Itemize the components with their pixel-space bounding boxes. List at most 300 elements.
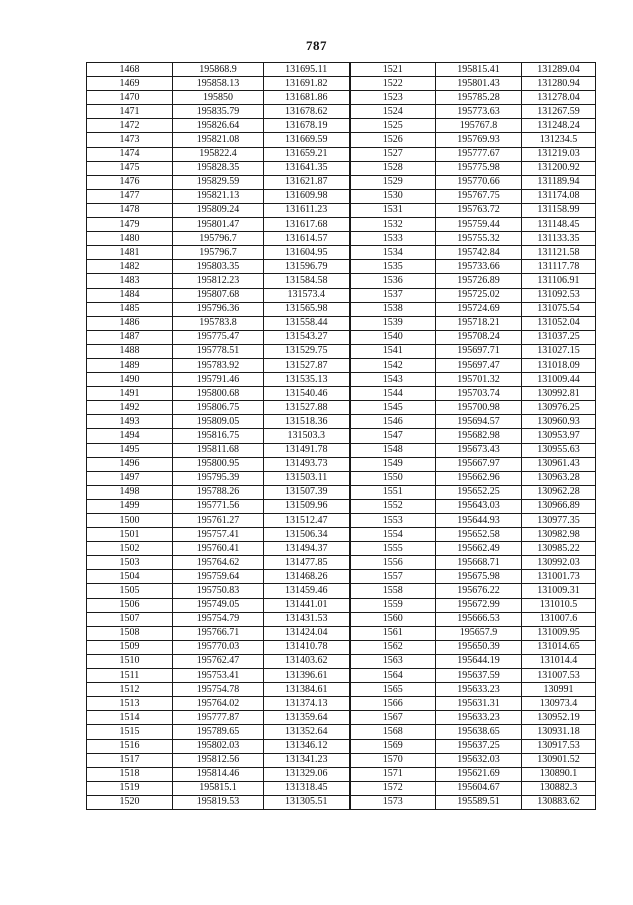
x-coordinate-left: 195760.41 <box>173 542 264 556</box>
x-coordinate-right: 195662.49 <box>436 542 522 556</box>
point-number-right: 1533 <box>350 232 436 246</box>
x-coordinate-left: 195764.02 <box>173 697 264 711</box>
x-coordinate-left: 195807.68 <box>173 288 264 302</box>
x-coordinate-left: 195753.41 <box>173 669 264 683</box>
point-number-right: 1554 <box>350 528 436 542</box>
point-number-left: 1519 <box>87 781 173 795</box>
y-coordinate-right: 131189.94 <box>522 175 596 189</box>
y-coordinate-right: 131014.4 <box>522 654 596 668</box>
point-number-left: 1502 <box>87 542 173 556</box>
table-row <box>87 753 596 767</box>
point-number-left: 1480 <box>87 232 173 246</box>
table-row <box>87 373 596 387</box>
point-number-left: 1500 <box>87 514 173 528</box>
point-number-left: 1517 <box>87 753 173 767</box>
x-coordinate-right: 195701.32 <box>436 373 522 387</box>
point-number-left: 1481 <box>87 246 173 260</box>
point-number-left: 1474 <box>87 147 173 161</box>
table-row <box>87 514 596 528</box>
point-number-right: 1557 <box>350 570 436 584</box>
x-coordinate-left: 195826.64 <box>173 119 264 133</box>
y-coordinate-right: 130992.03 <box>522 556 596 570</box>
page-number: 787 <box>306 38 327 53</box>
x-coordinate-left: 195822.4 <box>173 147 264 161</box>
coordinates-table <box>86 62 596 810</box>
y-coordinate-right: 131052.04 <box>522 316 596 330</box>
point-number-right: 1530 <box>350 189 436 203</box>
x-coordinate-right: 195657.9 <box>436 626 522 640</box>
y-coordinate-left: 131529.75 <box>264 344 350 358</box>
x-coordinate-left: 195819.53 <box>173 795 264 809</box>
x-coordinate-left: 195800.68 <box>173 387 264 401</box>
x-coordinate-right: 195652.25 <box>436 485 522 499</box>
y-coordinate-right: 131117.78 <box>522 260 596 274</box>
y-coordinate-left: 131681.86 <box>264 91 350 105</box>
point-number-left: 1510 <box>87 654 173 668</box>
x-coordinate-left: 195777.87 <box>173 711 264 725</box>
point-number-right: 1548 <box>350 443 436 457</box>
table-row <box>87 161 596 175</box>
x-coordinate-left: 195821.13 <box>173 189 264 203</box>
y-coordinate-right: 131133.35 <box>522 232 596 246</box>
table-row <box>87 654 596 668</box>
point-number-left: 1477 <box>87 189 173 203</box>
y-coordinate-right: 131200.92 <box>522 161 596 175</box>
table-row <box>87 528 596 542</box>
table-row <box>87 175 596 189</box>
x-coordinate-left: 195754.78 <box>173 683 264 697</box>
point-number-left: 1511 <box>87 669 173 683</box>
y-coordinate-right: 131010.5 <box>522 598 596 612</box>
point-number-left: 1491 <box>87 387 173 401</box>
y-coordinate-right: 131248.24 <box>522 119 596 133</box>
x-coordinate-right: 195742.84 <box>436 246 522 260</box>
x-coordinate-right: 195662.96 <box>436 471 522 485</box>
y-coordinate-right: 130982.98 <box>522 528 596 542</box>
table-row <box>87 203 596 217</box>
table-row <box>87 697 596 711</box>
x-coordinate-right: 195718.21 <box>436 316 522 330</box>
table-row <box>87 232 596 246</box>
x-coordinate-right: 195666.53 <box>436 612 522 626</box>
y-coordinate-right: 131001.73 <box>522 570 596 584</box>
x-coordinate-right: 195801.43 <box>436 77 522 91</box>
y-coordinate-right: 131158.99 <box>522 203 596 217</box>
table-row <box>87 415 596 429</box>
y-coordinate-right: 131014.65 <box>522 640 596 654</box>
y-coordinate-right: 130960.93 <box>522 415 596 429</box>
y-coordinate-left: 131527.88 <box>264 401 350 415</box>
y-coordinate-right: 131018.09 <box>522 358 596 372</box>
table-row <box>87 119 596 133</box>
point-number-right: 1535 <box>350 260 436 274</box>
y-coordinate-left: 131384.61 <box>264 683 350 697</box>
y-coordinate-left: 131374.13 <box>264 697 350 711</box>
y-coordinate-left: 131493.73 <box>264 457 350 471</box>
x-coordinate-left: 195770.03 <box>173 640 264 654</box>
point-number-left: 1512 <box>87 683 173 697</box>
y-coordinate-right: 131092.53 <box>522 288 596 302</box>
y-coordinate-left: 131621.87 <box>264 175 350 189</box>
y-coordinate-right: 131219.03 <box>522 147 596 161</box>
x-coordinate-right: 195589.51 <box>436 795 522 809</box>
x-coordinate-right: 195697.47 <box>436 358 522 372</box>
table-row <box>87 725 596 739</box>
x-coordinate-right: 195621.69 <box>436 767 522 781</box>
point-number-right: 1558 <box>350 584 436 598</box>
x-coordinate-left: 195812.56 <box>173 753 264 767</box>
point-number-left: 1469 <box>87 77 173 91</box>
point-number-right: 1539 <box>350 316 436 330</box>
x-coordinate-left: 195757.41 <box>173 528 264 542</box>
table-row <box>87 133 596 147</box>
x-coordinate-left: 195796.7 <box>173 232 264 246</box>
y-coordinate-right: 131174.08 <box>522 189 596 203</box>
y-coordinate-left: 131477.85 <box>264 556 350 570</box>
y-coordinate-right: 131037.25 <box>522 330 596 344</box>
y-coordinate-right: 130963.28 <box>522 471 596 485</box>
point-number-right: 1545 <box>350 401 436 415</box>
point-number-left: 1483 <box>87 274 173 288</box>
point-number-left: 1478 <box>87 203 173 217</box>
point-number-right: 1555 <box>350 542 436 556</box>
table-row <box>87 443 596 457</box>
y-coordinate-left: 131609.98 <box>264 189 350 203</box>
y-coordinate-right: 130973.4 <box>522 697 596 711</box>
point-number-right: 1556 <box>350 556 436 570</box>
point-number-left: 1485 <box>87 302 173 316</box>
y-coordinate-right: 131267.59 <box>522 105 596 119</box>
x-coordinate-right: 195638.65 <box>436 725 522 739</box>
y-coordinate-left: 131491.78 <box>264 443 350 457</box>
table-row <box>87 598 596 612</box>
point-number-right: 1523 <box>350 91 436 105</box>
y-coordinate-left: 131558.44 <box>264 316 350 330</box>
x-coordinate-right: 195633.23 <box>436 683 522 697</box>
x-coordinate-left: 195796.36 <box>173 302 264 316</box>
x-coordinate-right: 195775.98 <box>436 161 522 175</box>
y-coordinate-left: 131431.53 <box>264 612 350 626</box>
table-row <box>87 781 596 795</box>
x-coordinate-right: 195637.25 <box>436 739 522 753</box>
y-coordinate-right: 131289.04 <box>522 63 596 77</box>
x-coordinate-right: 195773.63 <box>436 105 522 119</box>
x-coordinate-right: 195777.67 <box>436 147 522 161</box>
coordinates-table-body <box>87 63 596 810</box>
y-coordinate-right: 131106.91 <box>522 274 596 288</box>
point-number-left: 1489 <box>87 358 173 372</box>
table-row <box>87 570 596 584</box>
point-number-left: 1515 <box>87 725 173 739</box>
x-coordinate-left: 195835.79 <box>173 105 264 119</box>
x-coordinate-right: 195708.24 <box>436 330 522 344</box>
x-coordinate-right: 195668.71 <box>436 556 522 570</box>
point-number-right: 1526 <box>350 133 436 147</box>
point-number-right: 1527 <box>350 147 436 161</box>
y-coordinate-right: 130931.18 <box>522 725 596 739</box>
x-coordinate-right: 195672.99 <box>436 598 522 612</box>
y-coordinate-left: 131617.68 <box>264 218 350 232</box>
x-coordinate-right: 195767.8 <box>436 119 522 133</box>
x-coordinate-left: 195764.62 <box>173 556 264 570</box>
y-coordinate-right: 130882.3 <box>522 781 596 795</box>
x-coordinate-right: 195703.74 <box>436 387 522 401</box>
point-number-left: 1496 <box>87 457 173 471</box>
y-coordinate-left: 131341.23 <box>264 753 350 767</box>
x-coordinate-left: 195821.08 <box>173 133 264 147</box>
x-coordinate-right: 195725.02 <box>436 288 522 302</box>
y-coordinate-left: 131507.39 <box>264 485 350 499</box>
x-coordinate-right: 195667.97 <box>436 457 522 471</box>
x-coordinate-left: 195759.64 <box>173 570 264 584</box>
x-coordinate-right: 195604.67 <box>436 781 522 795</box>
x-coordinate-left: 195815.1 <box>173 781 264 795</box>
point-number-right: 1564 <box>350 669 436 683</box>
point-number-left: 1504 <box>87 570 173 584</box>
point-number-left: 1508 <box>87 626 173 640</box>
x-coordinate-left: 195754.79 <box>173 612 264 626</box>
x-coordinate-left: 195783.92 <box>173 358 264 372</box>
table-row <box>87 485 596 499</box>
point-number-right: 1528 <box>350 161 436 175</box>
point-number-left: 1487 <box>87 330 173 344</box>
point-number-right: 1563 <box>350 654 436 668</box>
y-coordinate-right: 131007.6 <box>522 612 596 626</box>
point-number-right: 1536 <box>350 274 436 288</box>
y-coordinate-left: 131659.21 <box>264 147 350 161</box>
y-coordinate-left: 131459.46 <box>264 584 350 598</box>
y-coordinate-left: 131678.19 <box>264 119 350 133</box>
table-row <box>87 77 596 91</box>
point-number-right: 1546 <box>350 415 436 429</box>
y-coordinate-left: 131604.95 <box>264 246 350 260</box>
x-coordinate-left: 195806.75 <box>173 401 264 415</box>
y-coordinate-left: 131596.79 <box>264 260 350 274</box>
point-number-right: 1521 <box>350 63 436 77</box>
x-coordinate-right: 195724.69 <box>436 302 522 316</box>
point-number-left: 1497 <box>87 471 173 485</box>
point-number-right: 1566 <box>350 697 436 711</box>
y-coordinate-right: 130991 <box>522 683 596 697</box>
point-number-left: 1471 <box>87 105 173 119</box>
table-row <box>87 683 596 697</box>
y-coordinate-left: 131503.3 <box>264 429 350 443</box>
x-coordinate-left: 195789.65 <box>173 725 264 739</box>
point-number-left: 1472 <box>87 119 173 133</box>
table-row <box>87 612 596 626</box>
y-coordinate-left: 131540.46 <box>264 387 350 401</box>
point-number-left: 1473 <box>87 133 173 147</box>
y-coordinate-left: 131695.11 <box>264 63 350 77</box>
y-coordinate-left: 131565.98 <box>264 302 350 316</box>
y-coordinate-left: 131669.59 <box>264 133 350 147</box>
x-coordinate-left: 195816.75 <box>173 429 264 443</box>
point-number-left: 1507 <box>87 612 173 626</box>
y-coordinate-right: 130952.19 <box>522 711 596 725</box>
x-coordinate-left: 195783.8 <box>173 316 264 330</box>
table-row <box>87 542 596 556</box>
table-row <box>87 288 596 302</box>
y-coordinate-right: 130977.35 <box>522 514 596 528</box>
y-coordinate-right: 130962.28 <box>522 485 596 499</box>
table-row <box>87 767 596 781</box>
y-coordinate-left: 131614.57 <box>264 232 350 246</box>
point-number-right: 1543 <box>350 373 436 387</box>
y-coordinate-left: 131584.58 <box>264 274 350 288</box>
point-number-right: 1532 <box>350 218 436 232</box>
y-coordinate-right: 131009.31 <box>522 584 596 598</box>
y-coordinate-right: 130901.52 <box>522 753 596 767</box>
point-number-left: 1475 <box>87 161 173 175</box>
point-number-left: 1484 <box>87 288 173 302</box>
x-coordinate-right: 195682.98 <box>436 429 522 443</box>
x-coordinate-right: 195633.23 <box>436 711 522 725</box>
y-coordinate-left: 131509.96 <box>264 499 350 513</box>
y-coordinate-left: 131329.06 <box>264 767 350 781</box>
y-coordinate-left: 131678.62 <box>264 105 350 119</box>
x-coordinate-right: 195697.71 <box>436 344 522 358</box>
y-coordinate-left: 131543.27 <box>264 330 350 344</box>
table-row <box>87 556 596 570</box>
x-coordinate-right: 195675.98 <box>436 570 522 584</box>
x-coordinate-left: 195750.83 <box>173 584 264 598</box>
y-coordinate-left: 131641.35 <box>264 161 350 175</box>
x-coordinate-right: 195643.03 <box>436 499 522 513</box>
y-coordinate-right: 131148.45 <box>522 218 596 232</box>
point-number-left: 1516 <box>87 739 173 753</box>
point-number-left: 1486 <box>87 316 173 330</box>
x-coordinate-left: 195766.71 <box>173 626 264 640</box>
y-coordinate-right: 131121.58 <box>522 246 596 260</box>
point-number-left: 1509 <box>87 640 173 654</box>
point-number-right: 1551 <box>350 485 436 499</box>
y-coordinate-right: 130955.63 <box>522 443 596 457</box>
y-coordinate-left: 131318.45 <box>264 781 350 795</box>
point-number-left: 1518 <box>87 767 173 781</box>
point-number-left: 1520 <box>87 795 173 809</box>
y-coordinate-left: 131527.87 <box>264 358 350 372</box>
y-coordinate-left: 131468.26 <box>264 570 350 584</box>
point-number-right: 1522 <box>350 77 436 91</box>
x-coordinate-left: 195801.47 <box>173 218 264 232</box>
x-coordinate-right: 195650.39 <box>436 640 522 654</box>
x-coordinate-right: 195770.66 <box>436 175 522 189</box>
point-number-right: 1567 <box>350 711 436 725</box>
x-coordinate-left: 195800.95 <box>173 457 264 471</box>
x-coordinate-left: 195828.35 <box>173 161 264 175</box>
x-coordinate-left: 195850 <box>173 91 264 105</box>
point-number-right: 1569 <box>350 739 436 753</box>
point-number-right: 1540 <box>350 330 436 344</box>
table-row <box>87 316 596 330</box>
y-coordinate-left: 131512.47 <box>264 514 350 528</box>
x-coordinate-left: 195795.39 <box>173 471 264 485</box>
point-number-right: 1562 <box>350 640 436 654</box>
x-coordinate-right: 195785.28 <box>436 91 522 105</box>
table-row <box>87 669 596 683</box>
y-coordinate-left: 131424.04 <box>264 626 350 640</box>
x-coordinate-left: 195771.56 <box>173 499 264 513</box>
y-coordinate-left: 131494.37 <box>264 542 350 556</box>
y-coordinate-left: 131506.34 <box>264 528 350 542</box>
y-coordinate-right: 131009.44 <box>522 373 596 387</box>
y-coordinate-left: 131441.01 <box>264 598 350 612</box>
y-coordinate-right: 130883.62 <box>522 795 596 809</box>
point-number-right: 1524 <box>350 105 436 119</box>
point-number-left: 1501 <box>87 528 173 542</box>
x-coordinate-left: 195802.03 <box>173 739 264 753</box>
point-number-left: 1506 <box>87 598 173 612</box>
y-coordinate-right: 131007.53 <box>522 669 596 683</box>
point-number-left: 1498 <box>87 485 173 499</box>
x-coordinate-right: 195726.89 <box>436 274 522 288</box>
y-coordinate-right: 131278.04 <box>522 91 596 105</box>
table-row <box>87 218 596 232</box>
point-number-right: 1571 <box>350 767 436 781</box>
y-coordinate-left: 131611.23 <box>264 203 350 217</box>
y-coordinate-right: 131027.15 <box>522 344 596 358</box>
x-coordinate-left: 195811.68 <box>173 443 264 457</box>
table-row <box>87 499 596 513</box>
table-row <box>87 795 596 809</box>
point-number-right: 1542 <box>350 358 436 372</box>
y-coordinate-left: 131535.13 <box>264 373 350 387</box>
table-row <box>87 147 596 161</box>
point-number-left: 1492 <box>87 401 173 415</box>
point-number-right: 1534 <box>350 246 436 260</box>
y-coordinate-left: 131305.51 <box>264 795 350 809</box>
point-number-right: 1573 <box>350 795 436 809</box>
point-number-right: 1549 <box>350 457 436 471</box>
x-coordinate-right: 195673.43 <box>436 443 522 457</box>
x-coordinate-left: 195814.46 <box>173 767 264 781</box>
x-coordinate-right: 195694.57 <box>436 415 522 429</box>
table-row <box>87 63 596 77</box>
point-number-right: 1537 <box>350 288 436 302</box>
point-number-right: 1525 <box>350 119 436 133</box>
table-row <box>87 387 596 401</box>
x-coordinate-right: 195644.19 <box>436 654 522 668</box>
x-coordinate-left: 195749.05 <box>173 598 264 612</box>
point-number-right: 1552 <box>350 499 436 513</box>
table-row <box>87 471 596 485</box>
y-coordinate-right: 130961.43 <box>522 457 596 471</box>
x-coordinate-left: 195761.27 <box>173 514 264 528</box>
y-coordinate-left: 131410.78 <box>264 640 350 654</box>
table-row <box>87 344 596 358</box>
y-coordinate-right: 131280.94 <box>522 77 596 91</box>
point-number-left: 1505 <box>87 584 173 598</box>
x-coordinate-left: 195762.47 <box>173 654 264 668</box>
x-coordinate-left: 195812.23 <box>173 274 264 288</box>
table-row <box>87 189 596 203</box>
point-number-left: 1470 <box>87 91 173 105</box>
x-coordinate-right: 195759.44 <box>436 218 522 232</box>
x-coordinate-right: 195700.98 <box>436 401 522 415</box>
point-number-right: 1565 <box>350 683 436 697</box>
x-coordinate-left: 195858.13 <box>173 77 264 91</box>
x-coordinate-right: 195767.75 <box>436 189 522 203</box>
point-number-right: 1568 <box>350 725 436 739</box>
y-coordinate-left: 131691.82 <box>264 77 350 91</box>
point-number-left: 1482 <box>87 260 173 274</box>
table-row <box>87 330 596 344</box>
point-number-left: 1494 <box>87 429 173 443</box>
table-row <box>87 626 596 640</box>
x-coordinate-left: 195868.9 <box>173 63 264 77</box>
table-row <box>87 274 596 288</box>
point-number-right: 1559 <box>350 598 436 612</box>
